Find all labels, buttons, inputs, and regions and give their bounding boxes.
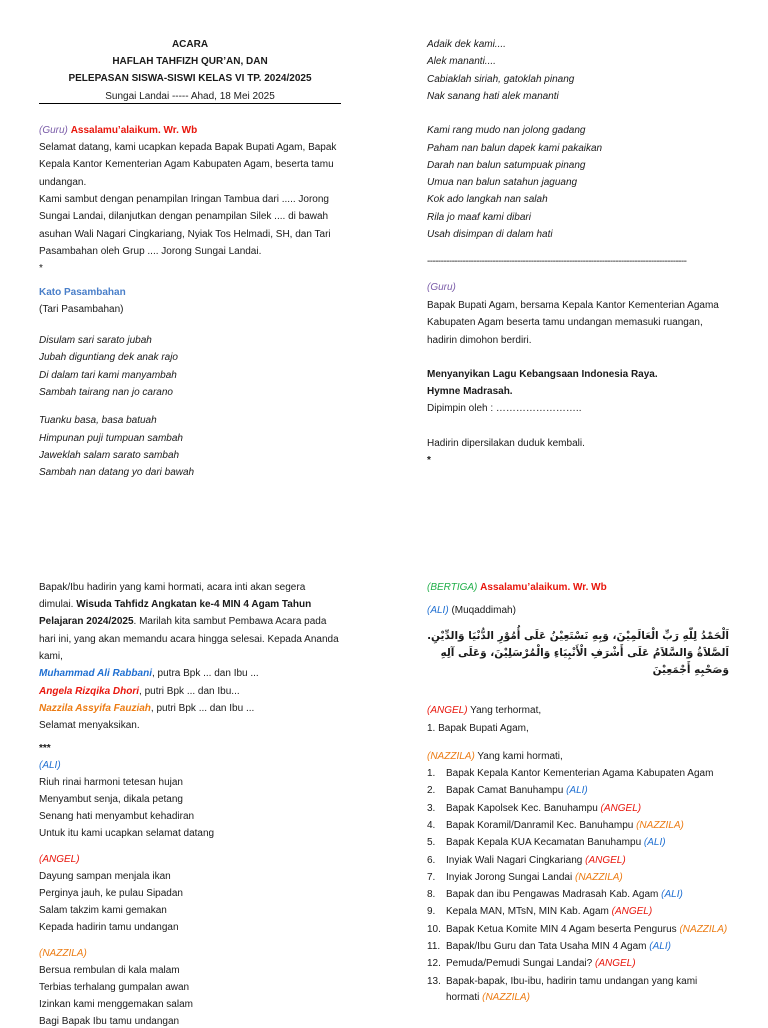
terhormat-text: Yang terhormat,: [467, 705, 542, 716]
guest-item-number: 8.: [427, 889, 436, 901]
poem-line: Darah nan balun satumpuak pinang: [427, 160, 586, 171]
speaker-tag: (ALI): [566, 785, 588, 797]
muqaddimah-line: [427, 604, 516, 617]
separator-star: *: [427, 455, 431, 466]
guest-item: [427, 905, 652, 918]
guest-item-number: 1.: [427, 768, 436, 779]
paragraph-line: asuhan Wali Nagari Cingkariang, Nyiak Tos Helmadi, SH, dan Tari: [39, 229, 331, 240]
poem-line: Disulam sari sarato jubah: [39, 335, 152, 346]
speaker-tag-ali: (ALI): [427, 605, 449, 616]
place-date: Sungai Landai ----- Ahad, 18 Mei 2025: [105, 91, 275, 102]
mc-name-line: [39, 667, 259, 680]
speaker-tag: (ANGEL): [600, 802, 642, 814]
poem-line: Jaweklah salam sarato sambah: [39, 450, 180, 461]
mc-parent: , putri Bpk ... dan Ibu...: [139, 686, 240, 697]
guest-item: [427, 923, 727, 936]
guest-item-continuation: [446, 991, 530, 1004]
guest-item: [427, 784, 588, 797]
paragraph-line: Sungai Landai, dilanjutkan dengan penampilan Silek .... di bawah: [39, 211, 329, 222]
arabic-line: اَلْحَمْدُ لِلّٰهِ رَبِّ الْعَالَمِيْنَ، وَبِهِ نَسْتَعِيْنُ عَلَى أُمُوْرِ الدُّنْيَا وَالدِّيْنِ.: [427, 630, 729, 642]
guest-text: hormati: [446, 992, 483, 1003]
arabic-line: وَصَحْبِهِ أَجْمَعِيْنَ: [652, 664, 729, 676]
paragraph-line: Kami sambut dengan penampilan Iringan Tambua dari ..... Jorong: [39, 194, 329, 205]
guest-text: Inyiak Jorong Sungai Landai: [446, 871, 575, 883]
separator-star: *: [39, 263, 43, 274]
guest-item: [427, 975, 697, 988]
mc-name-line: [39, 685, 240, 698]
guest-item-number: 11.: [427, 941, 441, 952]
paragraph-line: [39, 598, 311, 611]
dipimpin-oleh: Dipimpin oleh : ……………………..: [427, 403, 582, 414]
guest-text: Bapak dan ibu Pengawas Madrasah Kab. Agam: [446, 889, 662, 901]
guest-item-number: 9.: [427, 906, 436, 918]
paragraph-line: [39, 615, 326, 628]
bertiga-salam-line: [427, 581, 607, 594]
guest-item: [427, 854, 626, 867]
poem-line: Rila jo maaf kami dibari: [427, 212, 531, 223]
mc-name-nazzila: Nazzila Assyifa Fauziah: [39, 703, 151, 714]
speaker-tag-guru: (Guru): [39, 125, 68, 136]
speaker-tag-angel: (ANGEL): [39, 854, 80, 865]
guest-item-number: 12.: [427, 958, 441, 970]
guest-item: [427, 871, 623, 884]
paragraph-line: Bapak Bupati Agam, bersama Kepala Kantor Kementerian Agama: [427, 300, 719, 311]
guest-item-number: 2.: [427, 785, 436, 797]
speaker-tag-nazzila: (NAZZILA): [39, 948, 87, 959]
text-segment: . Marilah kita sambut Pembawa Acara pada: [133, 616, 327, 627]
paragraph-line: Kabupaten Agam beserta tamu undangan memasuki ruangan,: [427, 317, 703, 328]
speaker-tag-nazzila: (NAZZILA): [427, 751, 475, 762]
mc-parent: , putra Bpk ... dan Ibu ...: [151, 668, 259, 679]
poem-line: Alek mananti....: [427, 56, 496, 67]
duduk-kembali: Hadirin dipersilakan duduk kembali.: [427, 438, 585, 449]
poem-line: Di dalam tari kami manyambah: [39, 370, 177, 381]
speaker-tag: (ANGEL): [595, 958, 636, 970]
poem-line: Sambah tairang nan jo carano: [39, 387, 173, 398]
poem-line: Usah disimpan di dalam hati: [427, 229, 553, 240]
salam-text: Assalamu’alaikum. Wr. Wb: [480, 582, 607, 593]
paragraph-line: kami,: [39, 651, 63, 662]
paragraph-line: Bapak/Ibu hadirin yang kami hormati, acara inti akan segera: [39, 582, 306, 593]
pantun-line: Menyambut senja, dikala petang: [39, 794, 183, 805]
paragraph-line: Pasambahan oleh Grup .... Jorong Sungai Landai.: [39, 246, 262, 257]
speaker-tag-ali: (ALI): [39, 760, 61, 771]
hymne-madrasah: Hymne Madrasah.: [427, 386, 513, 397]
speaker-tag: (ANGEL): [611, 906, 653, 918]
guest-text: Pemuda/Pemudi Sungai Landai?: [446, 958, 595, 970]
guest-item-number: 5.: [427, 837, 436, 849]
guest-item-number: 4.: [427, 819, 436, 831]
guest-item: [427, 819, 684, 832]
pantun-line: Untuk itu kami ucapkan selamat datang: [39, 828, 215, 839]
mc-parent: , putri Bpk ... dan Ibu ...: [150, 703, 255, 714]
paragraph-line: Kepala Kantor Kementerian Agam Kabupaten Agam, beserta tamu: [39, 159, 334, 170]
paragraph-line: hadirin dimohon berdiri.: [427, 335, 532, 346]
pantun-line: Dayung sampan menjala ikan: [39, 871, 171, 882]
paragraph-line: hari ini, yang akan memandu acara hingga selesai. Kepada Ananda: [39, 634, 339, 645]
guru-salam-line: [39, 124, 197, 137]
poem-line: Tuanku basa, basa batuah: [39, 415, 157, 426]
text-segment: dimulai.: [39, 599, 77, 610]
paragraph-line: undangan.: [39, 177, 87, 188]
wisuda-title-cont: Pelajaran 2024/2025: [39, 616, 134, 627]
guest-item-number: 10.: [427, 923, 441, 935]
speaker-tag: (NAZZILA): [679, 923, 728, 935]
pantun-line: Salam takzim kami gemakan: [39, 905, 167, 916]
guest-text: Bapak Camat Banuhampu: [446, 785, 567, 797]
guest-text: Bapak Ketua Komite MIN 4 Agam beserta Pengurus: [446, 923, 680, 935]
guest-item-number: 3.: [427, 802, 436, 814]
pantun-line: Bersua rembulan di kala malam: [39, 965, 180, 976]
guest-text: Kepala MAN, MTsN, MIN Kab. Agam: [446, 906, 612, 918]
mc-name-line: [39, 702, 254, 715]
pantun-line: Bagi Bapak Ibu tamu undangan: [39, 1016, 180, 1027]
poem-line: Sambah nan datang yo dari bawah: [39, 467, 195, 478]
guest-item: [427, 802, 641, 815]
kami-hormati-text: Yang kami hormati,: [474, 751, 563, 762]
paragraph-line: Selamat datang, kami ucapkan kepada Bapak Bupati Agam, Bapak: [39, 142, 337, 153]
pantun-line: Izinkan kami menggemakan salam: [39, 999, 193, 1010]
speaker-tag: (ALI): [661, 889, 683, 901]
guest-item: [427, 957, 636, 970]
speaker-tag: (NAZZILA): [636, 819, 684, 831]
speaker-tag: (ALI): [649, 941, 671, 952]
guest-text: Bapak Koramil/Danramil Kec. Banuhampu: [446, 819, 637, 831]
guest-text: Bapak Kapolsek Kec. Banuhampu: [446, 802, 601, 814]
muqaddimah-label: (Muqaddimah): [451, 605, 516, 616]
pantun-line: Riuh rinai harmoni tetesan hujan: [39, 777, 183, 788]
salam-text: Assalamu’alaikum. Wr. Wb: [70, 125, 198, 136]
kami-hormati-line: [427, 750, 563, 763]
title-haflah: HAFLAH TAHFIZH QUR’AN, DAN: [112, 56, 268, 67]
guest-text: Bapak-bapak, Ibu-ibu, hadirin tamu undangan yang kami: [446, 975, 698, 987]
kato-subtitle: (Tari Pasambahan): [39, 304, 124, 315]
speaker-tag-bertiga: (BERTIGA): [427, 582, 478, 593]
speaker-tag: (NAZZILA): [482, 992, 530, 1003]
speaker-tag: (ANGEL): [585, 854, 626, 866]
guest-item-number: 6.: [427, 854, 436, 866]
lagu-kebangsaan: Menyanyikan Lagu Kebangsaan Indonesia Raya.: [427, 369, 658, 380]
pantun-line: Kepada hadirin tamu undangan: [39, 922, 179, 933]
guest-item: 1. Bapak Bupati Agam,: [427, 723, 529, 734]
poem-line: Kami rang mudo nan jolong gadang: [427, 125, 586, 136]
title-acara: ACARA: [171, 39, 209, 50]
poem-line: Kok ado langkah nan salah: [427, 194, 548, 205]
header-divider: [39, 103, 341, 104]
poem-line: Umua nan balun satahun jaguang: [427, 177, 578, 188]
poem-line: Adaik dek kami....: [427, 39, 506, 50]
title-pelepasan: PELEPASAN SISWA-SISWI KELAS VI TP. 2024/2025: [68, 73, 312, 84]
guest-text: Bapak/Ibu Guru dan Tata Usaha MIN 4 Agam: [446, 941, 650, 952]
speaker-tag-guru: (Guru): [427, 282, 456, 293]
separator-stars: ***: [39, 743, 51, 754]
wisuda-title: Wisuda Tahfidz Angkatan ke-4 MIN 4 Agam Tahun: [76, 599, 312, 610]
mc-name-angel: Angela Rizqika Dhori: [39, 686, 140, 697]
kato-title: Kato Pasambahan: [39, 287, 126, 298]
guest-text: Bapak Kepala KUA Kecamatan Banuhampu: [446, 837, 644, 849]
poem-line: Himpunan puji tumpuan sambah: [39, 433, 183, 444]
selamat-menyaksikan: Selamat menyaksikan.: [39, 720, 140, 731]
speaker-tag-angel: (ANGEL): [427, 705, 468, 716]
mc-name-ali: Muhammad Ali Rabbani: [39, 668, 152, 679]
guest-item: [427, 940, 671, 953]
guest-text: Inyiak Wali Nagari Cingkariang: [446, 854, 586, 866]
guest-item: [427, 767, 713, 780]
poem-line: Jubah diguntiang dek anak rajo: [39, 352, 178, 363]
pantun-line: Senang hati menyambut kehadiran: [39, 811, 195, 822]
terhormat-line: [427, 704, 541, 717]
guest-item: [427, 836, 666, 849]
dashed-separator: -----------------------------------------------------------------------------------------------: [427, 256, 687, 267]
pantun-line: Perginya jauh, ke pulau Sipadan: [39, 888, 183, 899]
poem-line: Paham nan balun dapek kami pakaikan: [427, 143, 603, 154]
guest-item-number: 13.: [427, 975, 441, 987]
guest-text: Bapak Kepala Kantor Kementerian Agama Kabupaten Agam: [446, 768, 714, 779]
pantun-line: Terbias terhalang gumpalan awan: [39, 982, 190, 993]
poem-line: Cabiaklah siriah, gatoklah pinang: [427, 74, 575, 85]
arabic-line: اَلصَّلاَةُ وَالسَّلاَمُ عَلَى أَشْرَفِ الْأَنْبِيَاءِ وَالْمُرْسَلِيْنَ، وَعَلَى آلِهِ: [440, 647, 729, 659]
speaker-tag: (ALI): [643, 837, 666, 849]
guest-item: [427, 888, 683, 901]
poem-line: Nak sanang hati alek mananti: [427, 91, 559, 102]
speaker-tag: (NAZZILA): [574, 871, 623, 883]
guest-item-number: 7.: [427, 871, 436, 883]
